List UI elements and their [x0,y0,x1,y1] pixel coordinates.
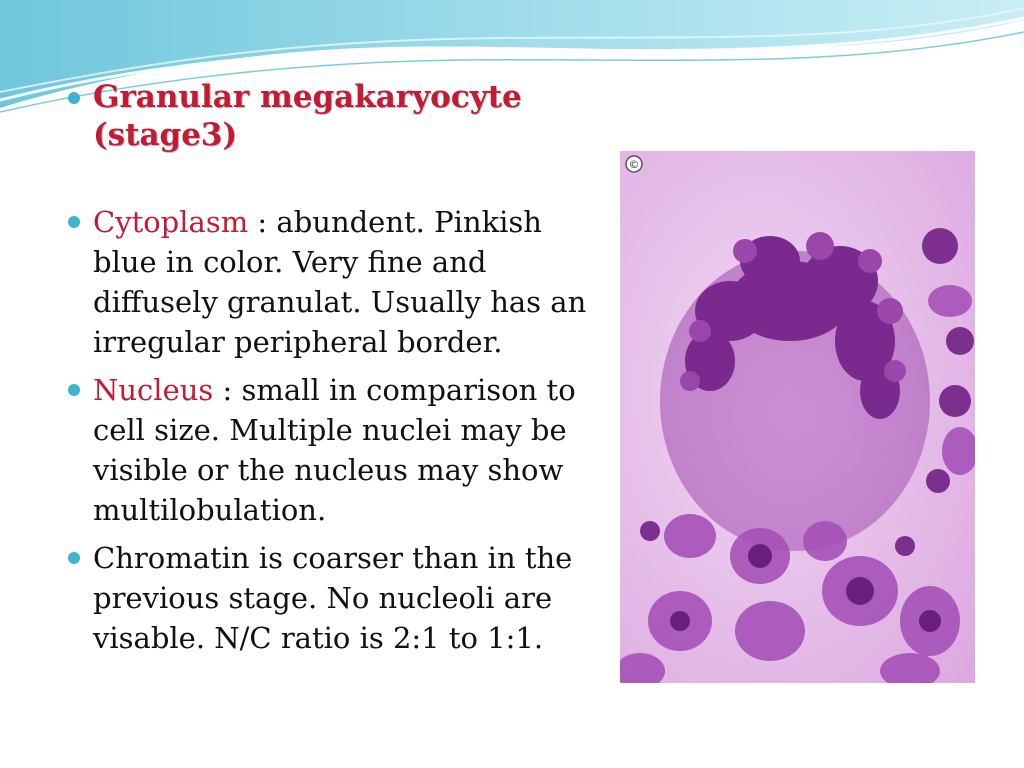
bullet-dot-icon [68,216,80,228]
bullet-text: : small in comparison to cell size. Multiple nuclei may be visible or the nucleus may show multilobulation. [93,373,576,527]
slide-title [60,78,600,154]
megakaryocyte-micrograph [620,151,975,683]
bullet-chromatin [60,538,600,658]
bullet-text: : abundent. Pinkish blue in color. Very fine and diffusely granulat. Usually has an irregular peripheral border. [93,205,587,359]
bullet-text: Chromatin is coarser than in the previous stage. No nucleoli are visable. N/C ratio is 2:1 to 1:1. [93,541,573,655]
copyright-mark: © [628,158,640,171]
bullet-cytoplasm [60,202,600,362]
title-text: Granular megakaryocyte (stage3) [93,79,522,153]
bullet-term: Nucleus [93,373,214,407]
slide-content [60,78,600,666]
bullet-nucleus [60,370,600,530]
bullet-term: Cytoplasm [93,205,249,239]
bullet-dot-icon [68,552,80,564]
bullet-dot-icon [68,92,80,104]
bullet-dot-icon [68,384,80,396]
